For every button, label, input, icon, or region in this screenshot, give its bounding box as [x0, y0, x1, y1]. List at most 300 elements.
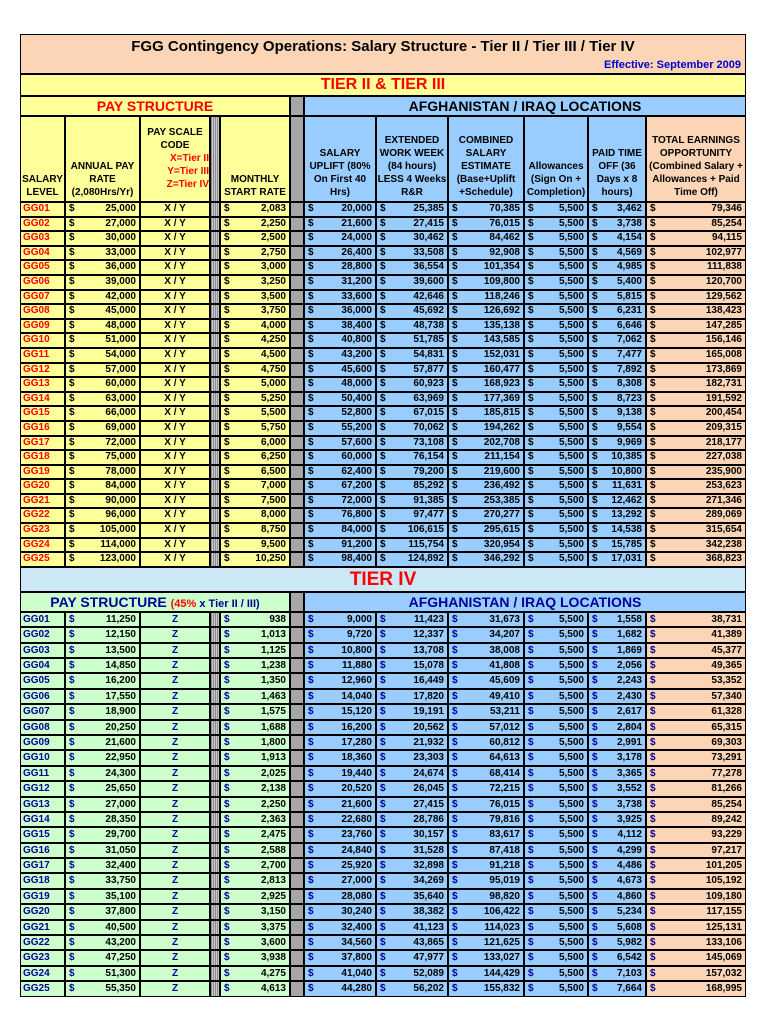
paid-time-off-cell — [588, 920, 646, 935]
salary-level-value: GG25 — [23, 553, 50, 565]
annual-pay-cell — [65, 348, 140, 363]
total-earnings-cell — [646, 827, 746, 842]
annual-pay-value: 20,250 — [105, 721, 136, 733]
extended-week-cell — [376, 704, 448, 719]
currency-symbol: $ — [452, 937, 458, 949]
total-earnings-cell — [646, 363, 746, 378]
paid-time-off-value: 2,056 — [616, 660, 642, 672]
currency-symbol: $ — [452, 952, 458, 964]
salary-level-value: GG01 — [23, 203, 50, 214]
currency-symbol: $ — [380, 421, 386, 433]
salary-level-cell — [20, 812, 65, 827]
currency-symbol: $ — [452, 334, 458, 346]
total-earnings-cell — [646, 450, 746, 465]
currency-symbol: $ — [650, 407, 656, 419]
currency-symbol: $ — [528, 465, 534, 477]
pay-scale-code-value: X / Y — [164, 246, 186, 258]
currency-symbol: $ — [308, 290, 314, 302]
monthly-rate-cell — [220, 494, 290, 509]
combined-salary-cell — [448, 766, 524, 781]
salary-level-value: GG05 — [23, 675, 50, 687]
extended-week-cell — [376, 858, 448, 873]
row-gutter — [290, 202, 304, 217]
allowances-value: 5,500 — [558, 706, 584, 718]
paid-time-off-cell — [588, 950, 646, 965]
paid-time-off-value: 5,982 — [616, 937, 642, 949]
combined-salary-value: 155,832 — [483, 983, 520, 995]
pay-scale-code-cell — [140, 421, 210, 436]
row-gutter — [210, 720, 220, 735]
currency-symbol: $ — [380, 613, 386, 625]
annual-pay-cell — [65, 750, 140, 765]
table-row — [20, 627, 746, 642]
total-earnings-value: 182,731 — [705, 378, 742, 390]
salary-level-cell — [20, 552, 65, 567]
row-gutter — [290, 231, 304, 246]
row-gutter — [290, 421, 304, 436]
monthly-rate-value: 1,350 — [260, 675, 286, 687]
currency-symbol: $ — [380, 675, 386, 687]
currency-symbol: $ — [380, 629, 386, 641]
monthly-rate-value: 3,000 — [260, 261, 286, 273]
currency-symbol: $ — [452, 783, 458, 795]
combined-salary-value: 143,585 — [483, 334, 520, 346]
salary-level-cell — [20, 290, 65, 305]
currency-symbol: $ — [528, 937, 534, 949]
row-gutter — [210, 348, 220, 363]
pay-scale-code-value: Z — [171, 675, 179, 687]
currency-symbol: $ — [592, 217, 598, 229]
combined-salary-value: 87,418 — [489, 844, 520, 856]
paid-time-off-cell — [588, 333, 646, 348]
currency-symbol: $ — [650, 451, 656, 463]
annual-pay-value: 45,000 — [105, 305, 136, 317]
salary-level-cell — [20, 538, 65, 553]
currency-symbol: $ — [528, 290, 534, 302]
paid-time-off-value: 4,486 — [616, 860, 642, 872]
annual-pay-value: 16,200 — [105, 675, 136, 687]
extended-week-cell — [376, 275, 448, 290]
table-row — [20, 750, 746, 765]
currency-symbol: $ — [380, 348, 386, 360]
currency-symbol: $ — [650, 721, 656, 733]
currency-symbol: $ — [452, 644, 458, 656]
currency-symbol: $ — [308, 783, 314, 795]
monthly-rate-value: 2,500 — [260, 232, 286, 244]
salary-uplift-value: 11,880 — [341, 660, 372, 672]
total-earnings-cell — [646, 377, 746, 392]
table-row — [20, 843, 746, 858]
table-row — [20, 538, 746, 553]
combined-salary-cell — [448, 494, 524, 509]
pay-scale-code-cell — [140, 843, 210, 858]
monthly-rate-value: 9,500 — [260, 538, 286, 550]
table-row — [20, 275, 746, 290]
pay-scale-code-cell — [140, 750, 210, 765]
currency-symbol: $ — [528, 660, 534, 672]
paid-time-off-value: 4,985 — [616, 261, 642, 273]
allowances-value: 5,500 — [558, 752, 584, 764]
currency-symbol: $ — [308, 629, 314, 641]
salary-uplift-value: 38,400 — [341, 319, 372, 331]
paid-time-off-cell — [588, 627, 646, 642]
allowances-cell — [524, 406, 588, 421]
currency-symbol: $ — [308, 275, 314, 287]
total-earnings-cell — [646, 720, 746, 735]
row-gutter — [210, 494, 220, 509]
pay-scale-code-value: X / Y — [164, 451, 186, 463]
table-row — [20, 333, 746, 348]
currency-symbol: $ — [380, 232, 386, 244]
annual-pay-cell — [65, 704, 140, 719]
currency-symbol: $ — [69, 261, 75, 273]
currency-symbol: $ — [452, 767, 458, 779]
pay-scale-code-cell — [140, 981, 210, 996]
total-earnings-cell — [646, 217, 746, 232]
currency-symbol: $ — [650, 538, 656, 550]
currency-symbol: $ — [528, 363, 534, 375]
currency-symbol: $ — [224, 378, 230, 390]
annual-pay-value: 78,000 — [105, 465, 136, 477]
salary-uplift-value: 20,000 — [341, 203, 372, 214]
paid-time-off-cell — [588, 494, 646, 509]
pay-scale-code-value: Z — [171, 736, 179, 748]
pay-scale-code-value: Z — [171, 860, 179, 872]
currency-symbol: $ — [69, 246, 75, 258]
extended-week-cell — [376, 508, 448, 523]
paid-time-off-value: 7,664 — [616, 983, 642, 995]
annual-pay-value: 72,000 — [105, 436, 136, 448]
total-earnings-value: 85,254 — [711, 217, 742, 229]
extended-week-cell — [376, 363, 448, 378]
salary-uplift-value: 28,800 — [341, 261, 372, 273]
row-gutter — [210, 673, 220, 688]
currency-symbol: $ — [69, 319, 75, 331]
currency-symbol: $ — [308, 844, 314, 856]
salary-uplift-value: 60,000 — [341, 451, 372, 463]
effective-date: Effective: September 2009 — [604, 59, 741, 71]
currency-symbol: $ — [592, 829, 598, 841]
extended-week-value: 21,932 — [413, 736, 444, 748]
extended-week-value: 56,202 — [413, 983, 444, 995]
salary-uplift-value: 16,200 — [341, 721, 372, 733]
monthly-rate-cell — [220, 720, 290, 735]
total-earnings-value: 168,995 — [705, 983, 742, 995]
paid-time-off-value: 6,646 — [616, 319, 642, 331]
combined-salary-cell — [448, 333, 524, 348]
row-gutter — [290, 304, 304, 319]
table-row — [20, 735, 746, 750]
row-gutter — [290, 436, 304, 451]
salary-level-value: GG23 — [23, 524, 50, 536]
currency-symbol: $ — [528, 334, 534, 346]
currency-symbol: $ — [69, 752, 75, 764]
pay-scale-code-value: X / Y — [164, 363, 186, 375]
currency-symbol: $ — [452, 232, 458, 244]
currency-symbol: $ — [224, 952, 230, 964]
allowances-cell — [524, 231, 588, 246]
currency-symbol: $ — [452, 494, 458, 506]
header-salary-level: SALARY LEVEL — [20, 116, 65, 202]
table-row — [20, 704, 746, 719]
currency-symbol: $ — [528, 813, 534, 825]
currency-symbol: $ — [308, 538, 314, 550]
row-gutter — [290, 217, 304, 232]
pay-scale-code-value: Z — [171, 875, 179, 887]
paid-time-off-cell — [588, 465, 646, 480]
pay-scale-code-cell — [140, 304, 210, 319]
pay-scale-code-value: X / Y — [164, 392, 186, 404]
currency-symbol: $ — [308, 334, 314, 346]
pay-scale-code-value: X / Y — [164, 524, 186, 536]
monthly-rate-cell — [220, 348, 290, 363]
currency-symbol: $ — [528, 952, 534, 964]
table-row — [20, 246, 746, 261]
monthly-rate-value: 4,275 — [260, 967, 286, 979]
paid-time-off-cell — [588, 720, 646, 735]
allowances-cell — [524, 523, 588, 538]
total-earnings-value: 101,205 — [705, 860, 742, 872]
currency-symbol: $ — [69, 660, 75, 672]
annual-pay-value: 17,550 — [105, 690, 136, 702]
pay-scale-code-value: Z — [171, 983, 179, 995]
currency-symbol: $ — [650, 752, 656, 764]
currency-symbol: $ — [224, 906, 230, 918]
currency-symbol: $ — [380, 494, 386, 506]
table-row — [20, 260, 746, 275]
pay-scale-code-value: Z — [171, 752, 179, 764]
pay-scale-code-cell — [140, 797, 210, 812]
currency-symbol: $ — [69, 890, 75, 902]
allowances-cell — [524, 889, 588, 904]
currency-symbol: $ — [592, 629, 598, 641]
annual-pay-value: 32,400 — [105, 860, 136, 872]
row-gutter — [290, 858, 304, 873]
currency-symbol: $ — [452, 875, 458, 887]
extended-week-value: 41,123 — [413, 921, 444, 933]
currency-symbol: $ — [69, 721, 75, 733]
salary-level-cell — [20, 202, 65, 217]
currency-symbol: $ — [224, 203, 230, 214]
paid-time-off-cell — [588, 750, 646, 765]
monthly-rate-cell — [220, 406, 290, 421]
currency-symbol: $ — [380, 392, 386, 404]
currency-symbol: $ — [528, 675, 534, 687]
combined-salary-cell — [448, 735, 524, 750]
row-gutter — [290, 275, 304, 290]
table-row — [20, 304, 746, 319]
combined-salary-value: 144,429 — [483, 967, 520, 979]
monthly-rate-value: 2,700 — [260, 860, 286, 872]
tier23-band: TIER II & TIER III — [20, 74, 746, 96]
row-gutter — [290, 843, 304, 858]
currency-symbol: $ — [528, 553, 534, 565]
annual-pay-value: 51,300 — [105, 967, 136, 979]
currency-symbol: $ — [650, 798, 656, 810]
extended-week-value: 16,449 — [413, 675, 444, 687]
pay-scale-code-value: X / Y — [164, 553, 186, 565]
pay-scale-code-value: X / Y — [164, 348, 186, 360]
monthly-rate-cell — [220, 421, 290, 436]
salary-level-cell — [20, 392, 65, 407]
pay-scale-code-cell — [140, 217, 210, 232]
salary-level-cell — [20, 465, 65, 480]
monthly-rate-cell — [220, 797, 290, 812]
allowances-cell — [524, 450, 588, 465]
tier4-pay-structure-basis: x Tier II / III) — [196, 597, 260, 610]
salary-uplift-cell — [304, 538, 376, 553]
currency-symbol: $ — [452, 906, 458, 918]
currency-symbol: $ — [308, 436, 314, 448]
total-earnings-cell — [646, 981, 746, 996]
paid-time-off-value: 5,815 — [616, 290, 642, 302]
currency-symbol: $ — [380, 538, 386, 550]
monthly-rate-value: 2,363 — [260, 813, 286, 825]
row-gutter — [210, 889, 220, 904]
salary-uplift-cell — [304, 781, 376, 796]
paid-time-off-value: 3,738 — [616, 798, 642, 810]
annual-pay-cell — [65, 612, 140, 627]
currency-symbol: $ — [592, 860, 598, 872]
currency-symbol: $ — [69, 392, 75, 404]
currency-symbol: $ — [528, 798, 534, 810]
currency-symbol: $ — [650, 553, 656, 565]
total-earnings-cell — [646, 436, 746, 451]
paid-time-off-cell — [588, 275, 646, 290]
pay-scale-code-value: Z — [171, 921, 179, 933]
allowances-value: 5,500 — [558, 983, 584, 995]
currency-symbol: $ — [452, 813, 458, 825]
row-gutter — [290, 704, 304, 719]
total-earnings-cell — [646, 735, 746, 750]
header-gutter-2 — [290, 116, 304, 202]
paid-time-off-cell — [588, 304, 646, 319]
annual-pay-cell — [65, 246, 140, 261]
salary-uplift-cell — [304, 873, 376, 888]
currency-symbol: $ — [452, 613, 458, 625]
currency-symbol: $ — [528, 844, 534, 856]
paid-time-off-value: 1,682 — [616, 629, 642, 641]
total-earnings-cell — [646, 348, 746, 363]
currency-symbol: $ — [69, 783, 75, 795]
currency-symbol: $ — [528, 480, 534, 492]
row-gutter — [210, 217, 220, 232]
salary-uplift-cell — [304, 304, 376, 319]
currency-symbol: $ — [69, 465, 75, 477]
table-row — [20, 981, 746, 996]
currency-symbol: $ — [528, 983, 534, 995]
pay-scale-code-value: X / Y — [164, 217, 186, 229]
currency-symbol: $ — [308, 480, 314, 492]
row-gutter — [210, 904, 220, 919]
currency-symbol: $ — [650, 613, 656, 625]
extended-week-value: 79,200 — [413, 465, 444, 477]
combined-salary-cell — [448, 704, 524, 719]
currency-symbol: $ — [452, 421, 458, 433]
currency-symbol: $ — [380, 937, 386, 949]
currency-symbol: $ — [452, 261, 458, 273]
combined-salary-cell — [448, 627, 524, 642]
allowances-cell — [524, 348, 588, 363]
tier4-band: TIER IV — [20, 567, 746, 592]
currency-symbol: $ — [452, 348, 458, 360]
pay-scale-code-value: Z — [171, 952, 179, 964]
row-gutter — [210, 290, 220, 305]
row-gutter — [210, 827, 220, 842]
currency-symbol: $ — [380, 875, 386, 887]
currency-symbol: $ — [452, 721, 458, 733]
currency-symbol: $ — [528, 509, 534, 521]
currency-symbol: $ — [592, 509, 598, 521]
annual-pay-cell — [65, 950, 140, 965]
total-earnings-cell — [646, 766, 746, 781]
currency-symbol: $ — [380, 407, 386, 419]
currency-symbol: $ — [224, 509, 230, 521]
salary-uplift-value: 67,200 — [341, 480, 372, 492]
extended-week-cell — [376, 904, 448, 919]
currency-symbol: $ — [528, 232, 534, 244]
paid-time-off-value: 8,308 — [616, 378, 642, 390]
pay-scale-code-cell — [140, 627, 210, 642]
currency-symbol: $ — [592, 952, 598, 964]
currency-symbol: $ — [224, 407, 230, 419]
monthly-rate-cell — [220, 231, 290, 246]
currency-symbol: $ — [69, 860, 75, 872]
row-gutter — [210, 436, 220, 451]
pay-scale-code-value: X / Y — [164, 421, 186, 433]
currency-symbol: $ — [69, 348, 75, 360]
salary-level-cell — [20, 421, 65, 436]
salary-uplift-value: 32,400 — [341, 921, 372, 933]
combined-salary-value: 57,012 — [489, 721, 520, 733]
paid-time-off-cell — [588, 348, 646, 363]
currency-symbol: $ — [452, 363, 458, 375]
currency-symbol: $ — [380, 261, 386, 273]
currency-symbol: $ — [69, 538, 75, 550]
currency-symbol: $ — [452, 217, 458, 229]
currency-symbol: $ — [224, 736, 230, 748]
pay-scale-code-cell — [140, 275, 210, 290]
currency-symbol: $ — [224, 275, 230, 287]
paid-time-off-cell — [588, 392, 646, 407]
salary-level-cell — [20, 406, 65, 421]
total-earnings-cell — [646, 202, 746, 217]
total-earnings-value: 69,303 — [711, 736, 742, 748]
salary-uplift-cell — [304, 720, 376, 735]
monthly-rate-value: 1,463 — [260, 690, 286, 702]
extended-week-cell — [376, 920, 448, 935]
monthly-rate-value: 3,938 — [260, 952, 286, 964]
combined-salary-cell — [448, 812, 524, 827]
currency-symbol: $ — [380, 736, 386, 748]
combined-salary-cell — [448, 231, 524, 246]
monthly-rate-value: 1,013 — [260, 629, 286, 641]
allowances-value: 5,500 — [558, 203, 584, 214]
monthly-rate-cell — [220, 260, 290, 275]
row-gutter — [210, 966, 220, 981]
total-earnings-cell — [646, 465, 746, 480]
currency-symbol: $ — [224, 494, 230, 506]
allowances-cell — [524, 858, 588, 873]
currency-symbol: $ — [452, 509, 458, 521]
salary-level-value: GG18 — [23, 875, 50, 887]
row-gutter — [210, 735, 220, 750]
currency-symbol: $ — [308, 348, 314, 360]
annual-pay-cell — [65, 450, 140, 465]
allowances-value: 5,500 — [558, 829, 584, 841]
currency-symbol: $ — [592, 875, 598, 887]
extended-week-value: 20,562 — [413, 721, 444, 733]
